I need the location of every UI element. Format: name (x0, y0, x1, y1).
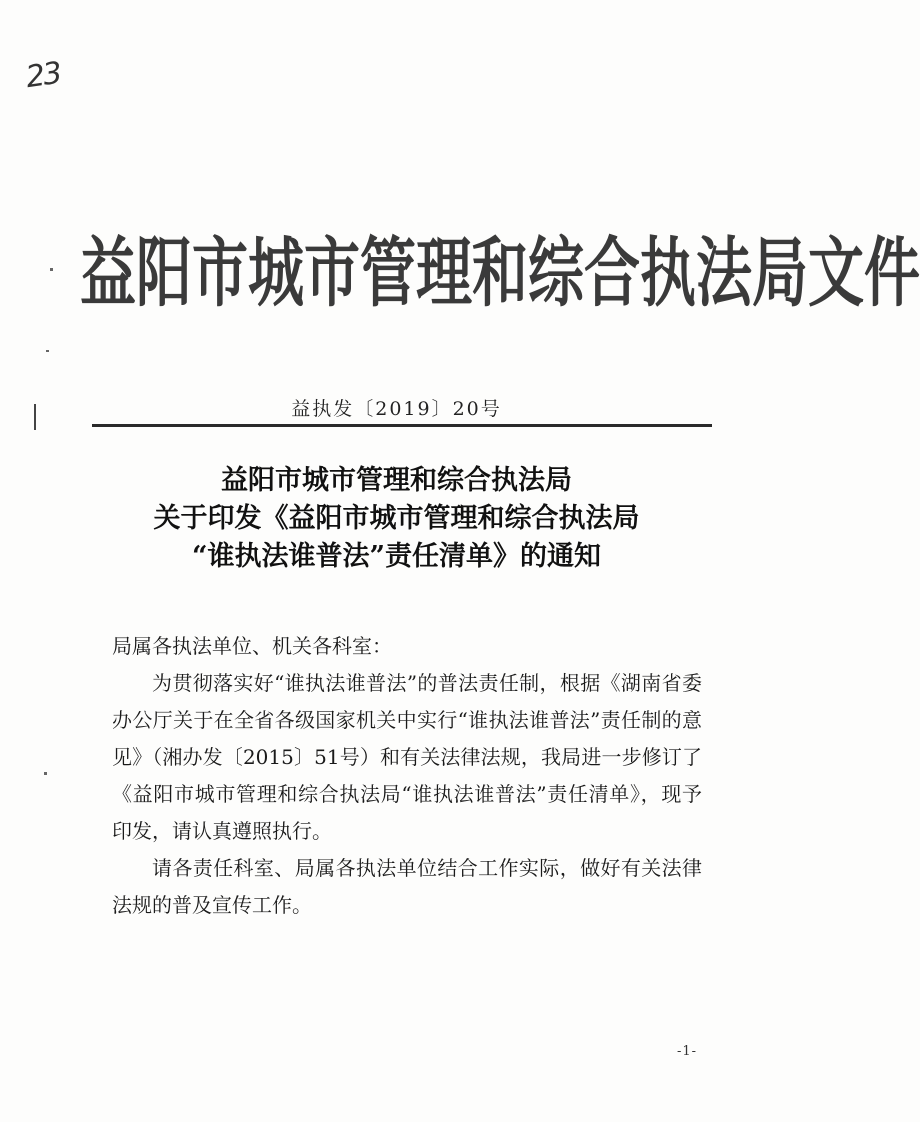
page-number: -1- (676, 1044, 697, 1059)
body-paragraph-2: 请各责任科室、局属各执法单位结合工作实际，做好有关法律法规的普及宣传工作。 (112, 856, 702, 917)
body-paragraph-1: 为贯彻落实好“谁执法谁普法”的普法责任制，根据《湖南省委办公厅关于在全省各级国家机关中实行“谁执法谁普法”责任制的意见》（湘办发〔2015〕51号）和有关法律法规，我局进一步修订了《益阳市城市管理和综合执法局“谁执法谁普法”责任清单》，现予印发，请认真遵照执行。 (112, 671, 702, 843)
handwritten-page-mark: 23 (23, 55, 63, 96)
document-number: 益执发〔2019〕20号 (291, 398, 502, 420)
title-line-3: “谁执法谁普法”责任清单》的通知 (191, 541, 602, 572)
scan-speck (44, 772, 47, 775)
scan-speck (46, 350, 49, 352)
title-line-2: 关于印发《益阳市城市管理和综合执法局 (153, 503, 640, 534)
document-body (112, 628, 702, 924)
issuing-authority-masthead: 益阳市城市管理和综合执法局文件 (80, 230, 920, 318)
title-line-1: 益阳市城市管理和综合执法局 (221, 465, 572, 496)
masthead-divider-line (92, 424, 712, 427)
scan-speck (50, 268, 53, 271)
salutation: 局属各执法单位、机关各科室： (112, 634, 392, 658)
document-title (0, 462, 793, 576)
